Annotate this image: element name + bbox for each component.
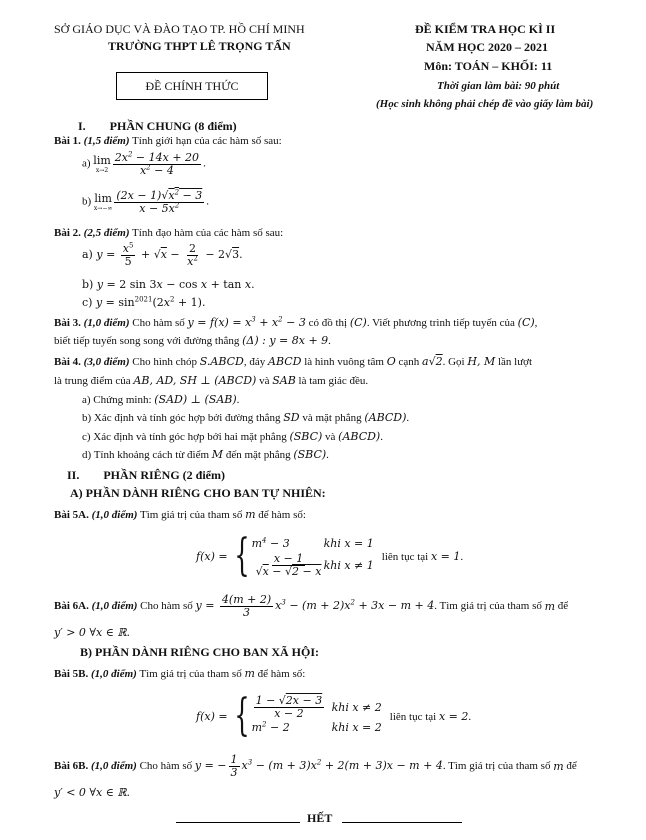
problem-6a-line1: Bài 6A. (1,0 điểm) Cho hàm số y = $\frac{4(m + 2)}{3}$ $x^3 - (m + 2)x^2 + 3x - m + 4$ . Tìm giá trị của tham số m để: [54, 593, 569, 619]
end-label: HẾT: [307, 811, 333, 825]
part1-title: I. PHẦN CHUNG (8 điểm): [78, 119, 237, 133]
problem-2a: a) y = $\frac{x^5}{5}$ + √x − $\frac{2}{x^2}$ − 2√3.: [82, 241, 243, 268]
problem-4d: d) Tính khoảng cách từ điểm M đến mặt phẳng (SBC).: [82, 448, 329, 461]
problem-5a: Bài 5A. (1,0 điểm) Tìm giá trị của tham số m để hàm số:: [54, 508, 306, 521]
dept-name: SỞ GIÁO DỤC VÀ ĐÀO TẠO TP. HỒ CHÍ MINH: [54, 22, 305, 36]
problem-5a-function: f(x) = { $m^4 - 3$ khi x = 1 $\frac{x - 1}{√x - √2 - x}$ khi x ≠ 1 liên tục tại x = 1.: [196, 530, 464, 581]
problem-5b-function: f(x) = { $\frac{1 - √2x - 3}{x - 2}$ khi x ≠ 2 $m^2 - 2$ khi x = 2 liên tục tại x = 2.: [196, 690, 472, 741]
problem-1a: a) lim x→2 $\frac{2x^2 - 14x + 20}{x^2 - 4}$ .: [82, 150, 206, 177]
problem-5b: Bài 5B. (1,0 điểm) Tìm giá trị của tham số m để hàm số:: [54, 667, 306, 680]
end-line-left: [176, 822, 300, 823]
problem-2c: c) $y = \sin^{2021}(2x^2 + 1)$.: [82, 295, 206, 309]
problem-4b: b) Xác định và tính góc hợp bởi đường thẳng SD và mặt phẳng (ABCD).: [82, 411, 410, 424]
problem-2b: b) y = 2 sin 3x − cos x + tan x.: [82, 278, 255, 291]
problem-6b-line2: y′ < 0 ∀x ∈ ℝ.: [54, 786, 131, 799]
problem-6b-line1: Bài 6B. (1,0 điểm) Cho hàm số y = − $\frac{1}{3}$ $x^3 - (m + 3)x^2 + 2(m + 3)x - m + 4$ . Tìm giá trị của tham số m để: [54, 753, 577, 779]
official-box: [116, 72, 268, 100]
problem-4-line2: là trung điểm của AB, AD, SH ⊥ (ABCD) và SAB là tam giác đều.: [54, 374, 369, 387]
problem-2: Bài 2. (2,5 điểm) Tính đạo hàm của các hàm số sau:: [54, 227, 284, 239]
end-line-right: [342, 822, 462, 823]
section-a-title: A) PHẦN DÀNH RIÊNG CHO BAN TỰ NHIÊN:: [70, 486, 326, 500]
problem-6a-line2: y′ > 0 ∀x ∈ ℝ.: [54, 626, 131, 639]
official-label: ĐỀ CHÍNH THỨC: [145, 79, 239, 93]
subject: Môn: TOÁN – KHỐI: 11: [424, 59, 553, 73]
section-b-title: B) PHẦN DÀNH RIÊNG CHO BAN XÃ HỘI:: [80, 645, 320, 659]
problem-4-line1: Bài 4. (3,0 điểm) Cho hình chóp S.ABCD, đáy ABCD là hình vuông tâm O cạnh a√2. Gọi H, M lần lượt: [54, 355, 533, 368]
school-name: TRƯỜNG THPT LÊ TRỌNG TẤN: [108, 39, 291, 53]
exam-title: ĐỀ KIỂM TRA HỌC KÌ II: [415, 22, 556, 36]
part2-title: II. PHẦN RIÊNG (2 điểm): [67, 468, 226, 482]
exam-time: Thời gian làm bài: 90 phút: [437, 80, 560, 92]
problem-4a: a) Chứng minh: (SAD) ⊥ (SAB).: [82, 393, 240, 406]
problem-3-line1: Bài 3. (1,0 điểm) Cho hàm số $y = f(x) = x^3 + x^2 - 3$ có đồ thị (C). Viết phương trình tiếp tuyến của (C),: [54, 315, 538, 329]
problem-3-line2: biết tiếp tuyến song song với đường thẳng (Δ) : y = 8x + 9.: [54, 334, 331, 347]
exam-note: (Học sinh không phải chép đề vào giấy làm bài): [376, 98, 594, 110]
problem-1: Bài 1. (1,5 điểm) Tính giới hạn của các hàm số sau:: [54, 135, 282, 147]
problem-4c: c) Xác định và tính góc hợp bởi hai mặt phẳng (SBC) và (ABCD).: [82, 430, 383, 443]
problem-1b: b) lim x→−∞ $\frac{(2x - 1)√x^2 - 3}{x - 5x^2}$ .: [82, 188, 210, 215]
school-year: NĂM HỌC 2020 – 2021: [426, 40, 548, 54]
